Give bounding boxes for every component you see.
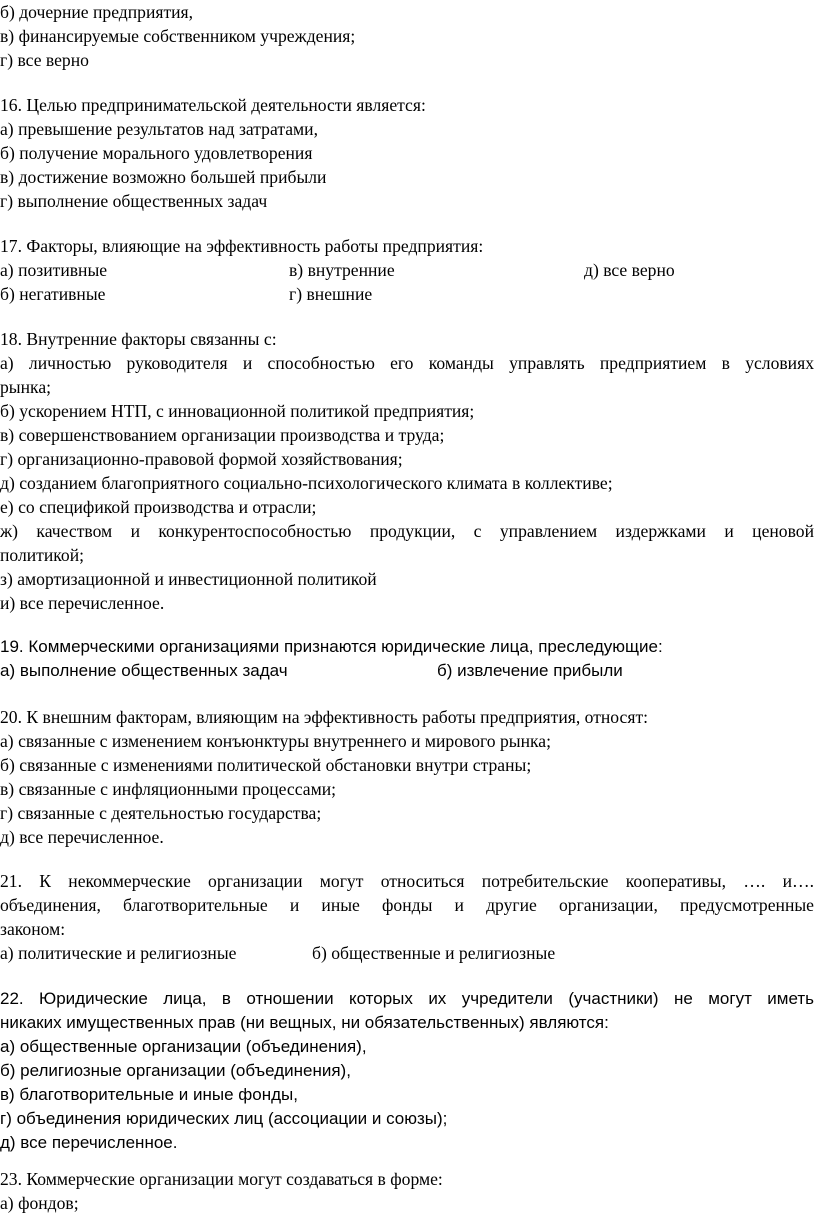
option-line: политикой;: [0, 545, 85, 565]
option-line: б) общественные и религиозные: [312, 943, 556, 963]
option-line: в) связанные с инфляционными процессами;: [0, 779, 337, 799]
option-line: б) получение морального удовлетворения: [0, 143, 313, 163]
option-line: б) ускорением НТП, с инновационной политикой предприятия;: [0, 401, 475, 421]
option-line: а) общественные организации (объединения),: [0, 1037, 367, 1056]
option-line: а) личностью руководителя и способностью его команды управлять предприятием в условиях: [0, 353, 814, 373]
question-16: 16. Целью предпринимательской деятельности является:: [0, 95, 426, 115]
intro-line: в) финансируемые собственником учреждения;: [0, 26, 356, 46]
option-line: з) амортизационной и инвестиционной политикой: [0, 569, 377, 589]
option-line: ж) качеством и конкурентоспособностью продукции, с управлением издержками и ценовой: [0, 521, 814, 541]
option-line: и) все перечисленное.: [0, 593, 165, 613]
option-line: в) совершенствованием организации производства и труда;: [0, 425, 445, 445]
question-17: 17. Факторы, влияющие на эффективность работы предприятия:: [0, 236, 484, 256]
option-line: б) связанные с изменениями политической обстановки внутри страны;: [0, 755, 532, 775]
option-line: д) все перечисленное.: [0, 1133, 178, 1152]
option-line: г) выполнение общественных задач: [0, 191, 268, 211]
option-line: а) превышение результатов над затратами,: [0, 119, 318, 139]
option-line: д) все перечисленное.: [0, 827, 164, 847]
option-line: д) все верно: [584, 260, 675, 280]
option-line: рынка;: [0, 377, 52, 397]
option-line: б) религиозные организации (объединения),: [0, 1061, 351, 1080]
question-22: 22. Юридические лица, в отношении которых их учредители (участники) не могут иметь: [0, 989, 814, 1008]
question-21-cont: объединения, благотворительные и иные фонды и другие организации, предусмотренные: [0, 895, 814, 915]
option-line: г) объединения юридических лиц (ассоциации и союзы);: [0, 1109, 448, 1128]
option-line: а) выполнение общественных задач: [0, 661, 288, 680]
intro-line: г) все верно: [0, 50, 89, 70]
option-line: д) созданием благоприятного социально-психологического климата в коллективе;: [0, 473, 613, 493]
option-line: а) политические и религиозные: [0, 943, 237, 963]
option-line: г) организационно-правовой формой хозяйствования;: [0, 449, 403, 469]
option-line: в) внутренние: [289, 260, 395, 280]
option-line: г) связанные с деятельностью государства;: [0, 803, 322, 823]
option-line: б) извлечение прибыли: [437, 661, 623, 680]
option-line: а) позитивные: [0, 260, 108, 280]
option-line: а) связанные с изменением конъюнктуры внутреннего и мирового рынка;: [0, 731, 551, 751]
intro-line: б) дочерние предприятия,: [0, 2, 194, 22]
question-22-cont: никаких имущественных прав (ни вещных, ни обязательственных) являются:: [0, 1013, 609, 1032]
option-line: а) фондов;: [0, 1193, 79, 1213]
question-20: 20. К внешним факторам, влияющим на эффективность работы предприятия, относят:: [0, 707, 649, 727]
option-line: в) достижение возможно большей прибыли: [0, 167, 327, 187]
question-21: 21. К некоммерческие организации могут относиться потребительские кооперативы, …. и….: [0, 871, 814, 891]
question-21-cont: законом:: [0, 919, 66, 939]
option-line: е) со спецификой производства и отрасли;: [0, 497, 317, 517]
question-19: 19. Коммерческими организациями признаются юридические лица, преследующие:: [0, 637, 663, 656]
option-line: б) негативные: [0, 284, 106, 304]
question-23: 23. Коммерческие организации могут создаваться в форме:: [0, 1169, 443, 1189]
option-line: г) внешние: [289, 284, 373, 304]
question-18: 18. Внутренние факторы связанны с:: [0, 329, 277, 349]
option-line: в) благотворительные и иные фонды,: [0, 1085, 298, 1104]
